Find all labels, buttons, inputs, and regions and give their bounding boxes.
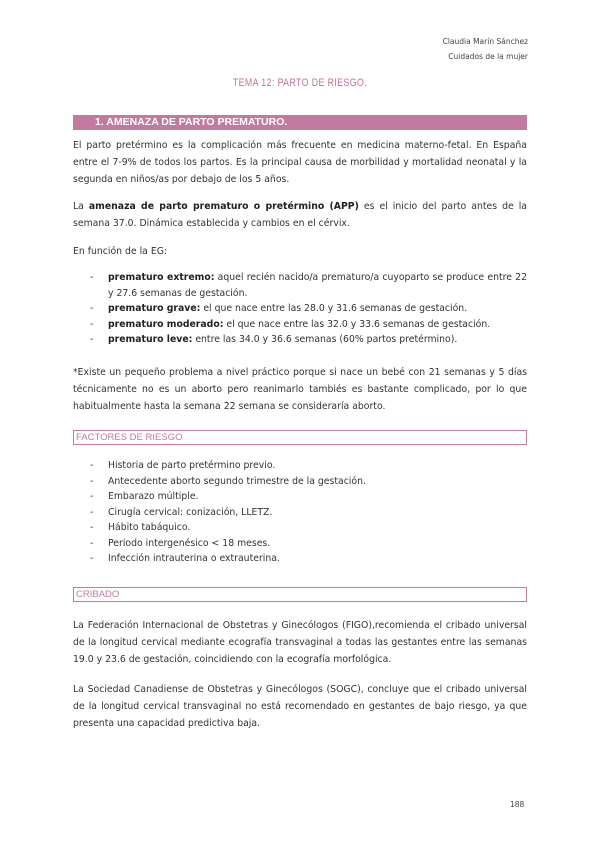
list-item: - prematuro extremo: aquel recién nacido/a prematuro/a cuyoparto se produce entre 22 y 27.6 semanas de gestación.: [90, 272, 527, 299]
note-paragraph: *Existe un pequeño problema a nivel práctico porque si nace un bebé con 21 semanas y 5 días técnicamente no es un aborto pero reanimarlo tambiés es bastante complicado, por lo que habitualmente hasta la semana 22 semana se consideraría aborto.: [73, 367, 527, 412]
item-text: Hábito tabáquico.: [108, 522, 191, 533]
list-item: - Infección intrauterina o extrauterina.: [90, 553, 280, 564]
intro-paragraph: El parto pretérmino es la complicación más frecuente en medicina materno-fetal. En España entre el 7-9% de todos los partos. Es la principal causa de morbilidad y mortalidad neonatal y la segunda en niños/as por debajo de los 5 años.: [73, 140, 527, 185]
cribado-paragraph-2: La Sociedad Canadiense de Obstetras y Ginecólogos (SOGC), concluye que el cribado universal de la longitud cervical transvaginal no está recomendado en gestantes de bajo riesgo, ya que presenta una capacidad predictiva baja.: [73, 684, 527, 729]
item-term: prematuro leve:: [108, 334, 193, 345]
list-item: - prematuro leve: entre las 34.0 y 36.6 semanas (60% partos pretérmino).: [90, 334, 458, 345]
list-item: - Antecedente aborto segundo trimestre de la gestación.: [90, 475, 366, 487]
factores-list: [73, 458, 527, 567]
section-heading-factores: FACTORES DE RIESGO: [73, 430, 527, 445]
item-term: prematuro moderado:: [108, 318, 224, 330]
item-text: el que nace entre las 32.0 y 33.6 semanas de gestación.: [223, 318, 491, 330]
eg-list: [73, 270, 527, 348]
section-heading-cribado: CRIBADO: [73, 587, 527, 602]
section-heading-amenaza: 1. AMENAZA DE PARTO PREMATURO.: [73, 115, 527, 130]
list-item: - Embarazo múltiple.: [90, 491, 199, 502]
header-author: Claudia Marín Sánchez: [442, 37, 528, 46]
page-number: 188: [510, 800, 525, 809]
item-text: aquel recién nacido/a prematuro/a cuyoparto se produce entre 22 y 27.6 semanas de gestación.: [108, 272, 527, 299]
item-text: Infección intrauterina o extrauterina.: [108, 553, 280, 564]
page-title: TEMA 12: PARTO DE RIESGO.: [232, 77, 368, 89]
item-text: entre las 34.0 y 36.6 semanas (60% partos pretérmino).: [192, 334, 458, 345]
list-item: - prematuro grave: el que nace entre las 28.0 y 31.6 semanas de gestación.: [90, 303, 468, 314]
item-term: prematuro grave:: [108, 303, 201, 314]
item-text: Antecedente aborto segundo trimestre de la gestación.: [108, 475, 366, 487]
definition-paragraph: [73, 198, 527, 232]
list-item: - Hábito tabáquico.: [90, 522, 191, 533]
eg-label: En función de la EG:: [73, 246, 168, 257]
def-pre: La: [73, 201, 89, 212]
item-term: prematuro extremo:: [108, 272, 215, 283]
list-item: - Historia de parto pretérmino previo.: [90, 460, 276, 471]
cribado-paragraph-1: La Federación Internacional de Obstetras y Ginecólogos (FIGO),recomienda el cribado universal de la longitud cervical mediante ecografía transvaginal a todas las gestantes entre las semanas 19.0 y 23.6 de gestación, coincidiendo con la ecografía morfológica.: [73, 620, 527, 665]
list-item: - prematuro moderado: el que nace entre las 32.0 y 33.6 semanas de gestación.: [90, 318, 491, 330]
item-text: Cirugía cervical: conización, LLETZ.: [108, 506, 273, 518]
list-item: - Cirugía cervical: conización, LLETZ.: [90, 506, 273, 518]
header-subject: Cuidados de la mujer: [448, 52, 528, 61]
def-term: amenaza de parto prematuro o pretérmino (APP): [88, 201, 359, 212]
item-text: Embarazo múltiple.: [108, 491, 199, 502]
item-text: Periodo intergenésico < 18 meses.: [108, 537, 271, 549]
item-text: Historia de parto pretérmino previo.: [108, 460, 276, 471]
def-post: es el inicio del parto antes de la semana 37.0. Dinámica establecida y cambios en el cérvix.: [73, 201, 527, 229]
item-text: el que nace entre las 28.0 y 31.6 semanas de gestación.: [200, 303, 468, 314]
list-item: - Periodo intergenésico < 18 meses.: [90, 537, 271, 549]
